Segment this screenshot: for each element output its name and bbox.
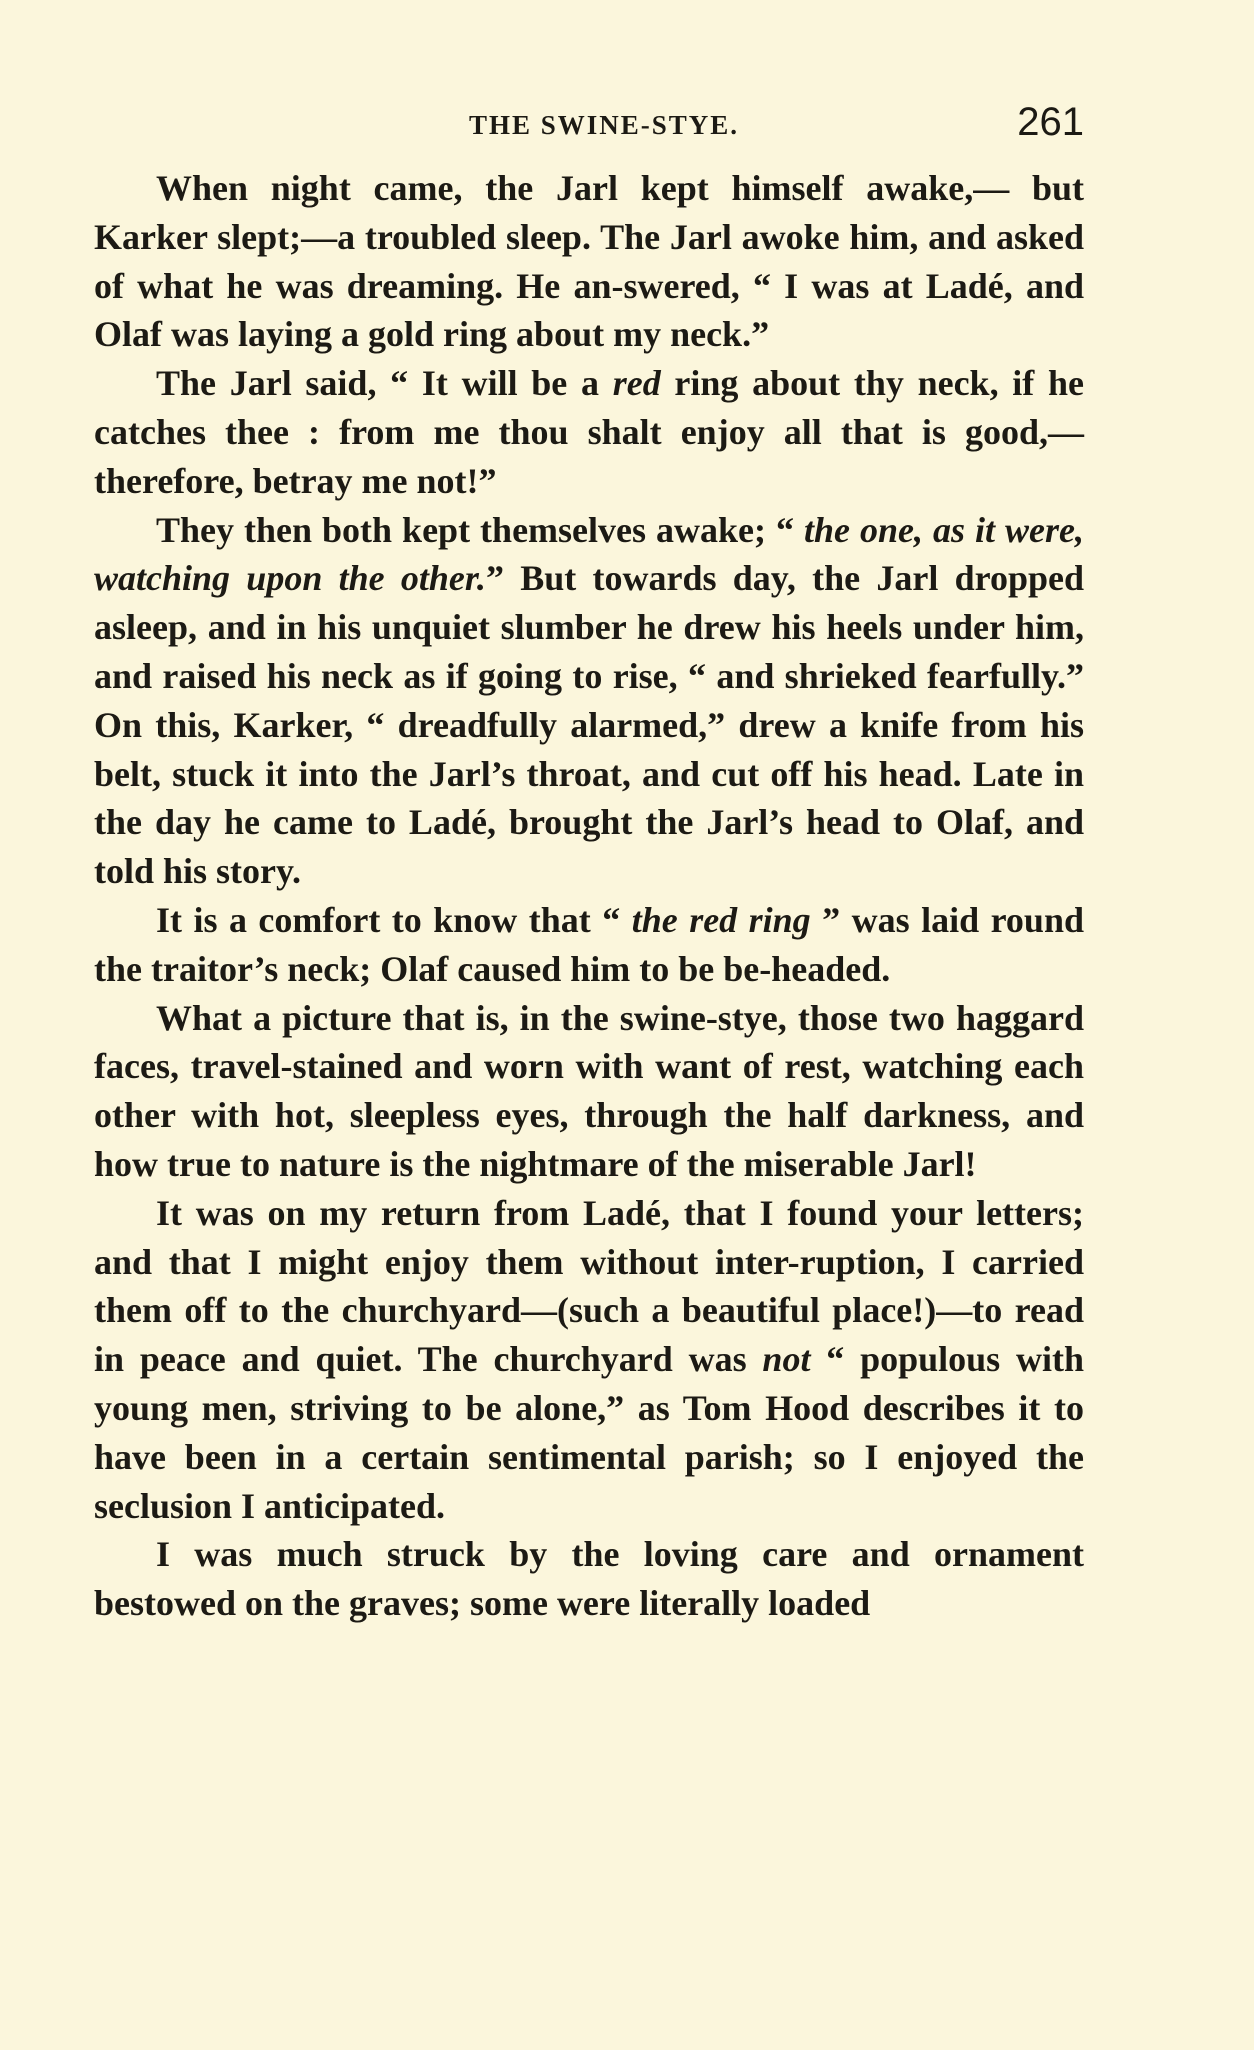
italic-text: the red ring <box>631 899 811 940</box>
paragraph-text: “ populous with young men, striving to be alone,” as Tom Hood describes it to have been in a certain sentimental parish; so I enjoyed the seclusion I anticipated. <box>94 1339 1084 1526</box>
italic-text: the one, as it were, watching upon the other. <box>94 509 1084 599</box>
paragraph <box>94 994 1084 1189</box>
paragraph-text: ring about thy neck, if he catches thee : from me thou shalt enjoy all that is good,—therefore, betray me not!” <box>94 363 1084 501</box>
paragraph <box>94 506 1084 896</box>
paragraph-text: When night came, the Jarl kept himself awake,— but Karker slept;—a troubled sleep. The Jarl awoke him, and asked of what he was dreaming. He an-swered, “ I was at Ladé, and Olaf was laying a gold ring about my neck.” <box>94 168 1084 355</box>
paragraph-text: They then both kept themselves awake; “ <box>156 509 804 550</box>
paragraph-text: What a picture that is, in the swine-stye, those two haggard faces, travel-stained and worn with want of rest, watching each other with hot, sleepless eyes, through the half darkness, and how true to nature is the nightmare of the miserable Jarl! <box>94 997 1084 1184</box>
italic-text: red <box>612 363 661 404</box>
paragraph-text: The Jarl said, “ It will be a <box>156 363 613 404</box>
paragraph <box>94 359 1084 505</box>
paragraph <box>94 896 1084 994</box>
paragraph <box>94 1189 1084 1531</box>
body-text <box>94 164 1084 1628</box>
page-number: 261 <box>1017 100 1084 144</box>
book-page <box>94 100 1084 1628</box>
paragraph-text: It is a comfort to know that “ <box>156 899 632 940</box>
italic-text: not <box>762 1339 811 1380</box>
paragraph-text: ” was laid round the traitor’s neck; Olaf caused him to be be-headed. <box>94 899 1084 989</box>
paragraph <box>94 1530 1084 1628</box>
paragraph-text: I was much struck by the loving care and ornament bestowed on the graves; some were literally loaded <box>94 1534 1084 1624</box>
paragraph-text: ” But towards day, the Jarl dropped asleep, and in his unquiet slumber he drew his heels under him, and raised his neck as if going to rise, “ and shrieked fearfully.” On this, Karker, “ dreadfully alarmed,” drew a knife from his belt, stuck it into the Jarl’s throat, and cut off his head. Late in the day he came to Ladé, brought the Jarl’s head to Olaf, and told his story. <box>94 558 1084 892</box>
running-head: THE SWINE-STYE. <box>468 110 740 140</box>
paragraph <box>94 164 1084 359</box>
page-header <box>94 100 1084 164</box>
paragraph-text: It was on my return from Ladé, that I found your letters; and that I might enjoy them without inter-ruption, I carried them off to the churchyard—(such a beautiful place!)—to read in peace and quiet. The churchyard was <box>94 1192 1084 1380</box>
